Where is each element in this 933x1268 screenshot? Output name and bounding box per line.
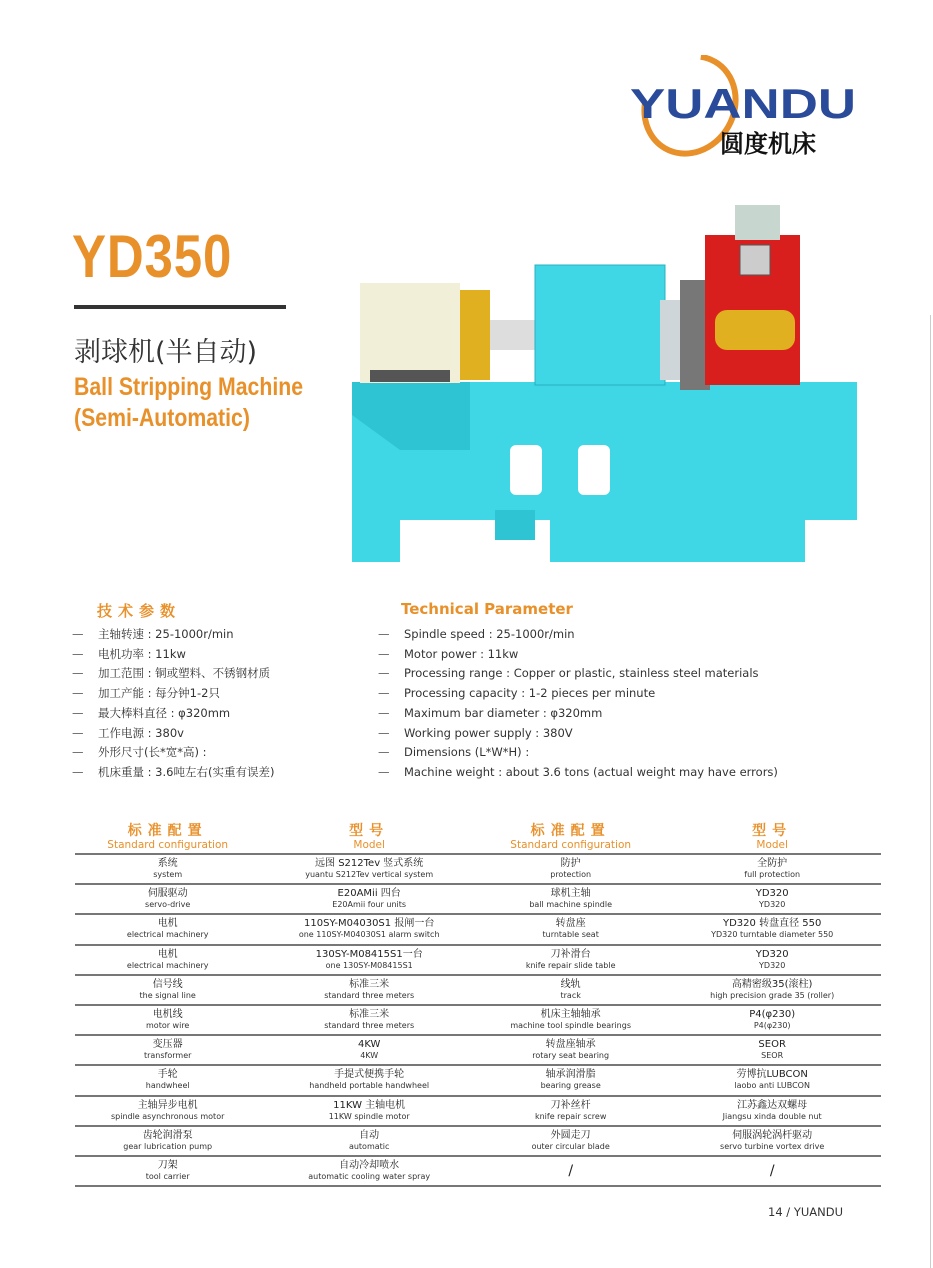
page-edge-line (930, 315, 931, 1268)
model-number: YD350 (72, 223, 233, 290)
table-cell (663, 1156, 881, 1186)
column-header-en: Model (353, 839, 385, 851)
cell-en: full protection (744, 870, 801, 880)
column-header-cn: 标准配置 (530, 823, 611, 839)
logo-cn-text: 圆度机床 (720, 130, 816, 158)
table-cell (260, 1035, 478, 1065)
cell-cn: 系统 (157, 858, 178, 870)
cell-cn: 远图 S212Tev 竖式系统 (315, 858, 424, 870)
table-cell (478, 1156, 663, 1186)
cell-en: transformer (143, 1051, 192, 1061)
table-cell (663, 1005, 881, 1035)
table-cell (75, 914, 260, 944)
column-header-cn: 标准配置 (127, 823, 208, 839)
cell-cn: 转盘座 (555, 918, 586, 930)
table-row (75, 914, 881, 944)
cell-en: yuantu S212Tev vertical system (305, 870, 434, 880)
cell-en: automatic (348, 1141, 390, 1151)
table-cell (260, 975, 478, 1005)
table-cell (478, 914, 663, 944)
table-cell (75, 884, 260, 914)
cell-cn: E20AMii 四台 (337, 888, 401, 900)
cell-cn: 线轨 (560, 978, 581, 990)
cell-en: spindle asynchronous motor (110, 1111, 225, 1121)
table-row (75, 1005, 881, 1035)
cell-en: 11KW spindle motor (328, 1111, 410, 1121)
param-item: — 加工范围 : 铜或塑料、不锈钢材质 (72, 664, 274, 684)
cell-cn: 伺服涡轮涡杆驱动 (732, 1129, 813, 1141)
table-cell (75, 1156, 260, 1186)
cell-en: outer circular blade (531, 1141, 610, 1151)
table-cell (75, 975, 260, 1005)
table-cell (75, 1005, 260, 1035)
column-header-en: Model (756, 839, 788, 851)
cell-en: one 130SY-M08415S1 (325, 960, 413, 970)
cell-en: standard three meters (324, 1021, 415, 1031)
cell-cn: 信号线 (152, 978, 183, 990)
table-cell (260, 914, 478, 944)
table-cell (75, 945, 260, 975)
product-name-en-line1: Ball Stripping Machine (74, 373, 304, 401)
table-cell (478, 975, 663, 1005)
cell-en: electrical machinery (126, 960, 209, 970)
column-header (478, 815, 663, 854)
table-cell (663, 1065, 881, 1095)
table-row (75, 1096, 881, 1126)
cell-en: bearing grease (540, 1081, 601, 1091)
cell-en: high precision grade 35 (roller) (710, 990, 835, 1000)
table-header-row (75, 815, 881, 854)
cell-en: one 110SY-M04030S1 alarm switch (298, 930, 440, 940)
cell-cn: 外圆走刀 (550, 1129, 591, 1141)
tech-params-list-en (378, 625, 778, 783)
tech-params-list-cn (72, 625, 274, 783)
cell-en: P4(φ230) (753, 1021, 791, 1031)
cell-en: servo-drive (145, 900, 191, 910)
table-row (75, 975, 881, 1005)
table-cell (478, 884, 663, 914)
param-item: — 加工产能 : 每分钟1-2只 (72, 684, 274, 704)
cell-cn: 电机 (157, 948, 178, 960)
product-name-en-line2: (Semi-Automatic) (74, 404, 250, 432)
cell-cn: 4KW (357, 1039, 381, 1051)
cell-cn: 自动 (359, 1129, 380, 1141)
table-cell (478, 1065, 663, 1095)
cell-en: ball machine spindle (529, 900, 612, 910)
table-cell (478, 1126, 663, 1156)
cell-en: knife repair slide table (525, 960, 616, 970)
cell-en: Jiangsu xinda double nut (722, 1111, 822, 1121)
table-cell (260, 1156, 478, 1186)
cell-cn: 手轮 (157, 1069, 178, 1081)
cell-cn: 标准三米 (349, 978, 390, 990)
cell-cn: SEOR (758, 1039, 786, 1051)
cell-cn: / (568, 1162, 574, 1179)
product-name-en (74, 372, 303, 434)
cell-cn: 防护 (560, 858, 581, 870)
cell-cn: 手提式便携手轮 (334, 1069, 405, 1081)
table-cell (663, 1096, 881, 1126)
param-item: — 工作电源 : 380v (72, 724, 274, 744)
table-row (75, 1156, 881, 1186)
logo-text: YUANDU (630, 80, 856, 127)
cell-cn: 标准三米 (349, 1009, 390, 1021)
column-header-cn: 型号 (752, 823, 793, 839)
table-cell (75, 1065, 260, 1095)
table-cell (260, 945, 478, 975)
table-row (75, 854, 881, 884)
param-item: — Motor power : 11kw (378, 645, 778, 665)
column-header-en: Standard configuration (510, 839, 632, 851)
cell-en: E20Amii four units (332, 900, 407, 910)
cell-cn: 机床主轴轴承 (540, 1009, 601, 1021)
table-cell (260, 1096, 478, 1126)
table-cell (663, 975, 881, 1005)
cell-cn: YD320 转盘直径 550 (723, 918, 822, 930)
cell-en: YD320 (759, 900, 786, 910)
table-row (75, 1126, 881, 1156)
cell-en: system (153, 870, 183, 880)
table-cell (663, 884, 881, 914)
param-item: — Processing range : Copper or plastic, stainless steel materials (378, 664, 778, 684)
column-header-en: Standard configuration (107, 839, 229, 851)
table-row (75, 1065, 881, 1095)
table-cell (75, 1096, 260, 1126)
table-cell (75, 1035, 260, 1065)
cell-cn: 高精密级35(滚柱) (731, 978, 813, 990)
table-cell (260, 884, 478, 914)
standard-configuration-table (75, 815, 881, 1187)
table-cell (478, 1005, 663, 1035)
table-cell (663, 1035, 881, 1065)
column-header (260, 815, 478, 854)
machine-illustration (340, 190, 870, 570)
cell-cn: 自动冷却喷水 (339, 1159, 400, 1171)
cell-en: motor wire (146, 1021, 190, 1031)
cell-cn: P4(φ230) (749, 1009, 796, 1021)
table-cell (478, 1096, 663, 1126)
column-header-cn: 型号 (349, 823, 390, 839)
cell-en: knife repair screw (534, 1111, 607, 1121)
cell-cn: YD320 (755, 948, 789, 960)
title-divider (74, 305, 286, 309)
param-item: — 机床重量 : 3.6吨左右(实重有误差) (72, 763, 274, 783)
cell-cn: 劳博抗LUBCON (736, 1069, 808, 1081)
cell-en: protection (550, 870, 592, 880)
cell-en: YD320 (759, 960, 786, 970)
param-item: — 外形尺寸(长*宽*高) : (72, 743, 274, 763)
product-name-cn: 剥球机(半自动) (74, 337, 258, 368)
cell-cn: 刀架 (157, 1159, 178, 1171)
table-cell (75, 854, 260, 884)
table-cell (478, 854, 663, 884)
cell-en: handwheel (145, 1081, 190, 1091)
cell-cn: 变压器 (152, 1039, 183, 1051)
cell-en: the signal line (139, 990, 196, 1000)
param-item: — Working power supply : 380V (378, 724, 778, 744)
param-item: — Dimensions (L*W*H) : (378, 743, 778, 763)
page-number: 14 / YUANDU (768, 1205, 844, 1219)
table-cell (260, 1126, 478, 1156)
tech-params-heading-cn: 技术参数 (97, 602, 182, 620)
table-row (75, 884, 881, 914)
cell-en: track (560, 990, 581, 1000)
cell-cn: 11KW 主轴电机 (333, 1099, 406, 1111)
cell-cn: 电机 (157, 918, 178, 930)
table-row (75, 945, 881, 975)
cell-cn: YD320 (755, 888, 789, 900)
cell-cn: 齿轮润滑泵 (142, 1129, 193, 1141)
table-cell (478, 1035, 663, 1065)
cell-cn: 江苏鑫达双螺母 (737, 1099, 808, 1111)
cell-en: laobo anti LUBCON (734, 1081, 810, 1091)
table-cell (663, 1126, 881, 1156)
cell-en: machine tool spindle bearings (510, 1021, 631, 1031)
cell-en: rotary seat bearing (532, 1051, 610, 1061)
cell-en: tool carrier (145, 1171, 190, 1181)
param-item: — Processing capacity : 1-2 pieces per minute (378, 684, 778, 704)
table-cell (663, 854, 881, 884)
table-cell (663, 945, 881, 975)
cell-cn: / (769, 1162, 775, 1179)
tech-params-heading-en: Technical Parameter (401, 600, 573, 618)
column-header (663, 815, 881, 854)
table-cell (260, 1005, 478, 1035)
param-item: — Maximum bar diameter : φ320mm (378, 704, 778, 724)
cell-en: automatic cooling water spray (308, 1171, 431, 1181)
cell-en: electrical machinery (126, 930, 209, 940)
table-cell (260, 1065, 478, 1095)
table-cell (663, 914, 881, 944)
cell-cn: 刀补丝杆 (550, 1099, 591, 1111)
yuandu-logo (628, 55, 868, 160)
cell-en: YD320 turntable diameter 550 (711, 930, 834, 940)
cell-cn: 全防护 (757, 858, 788, 870)
cell-cn: 刀补滑台 (550, 948, 591, 960)
cell-en: turntable seat (542, 930, 599, 940)
cell-en: servo turbine vortex drive (720, 1141, 825, 1151)
table-cell (75, 1126, 260, 1156)
table-cell (478, 945, 663, 975)
table-row (75, 1035, 881, 1065)
cell-en: SEOR (761, 1051, 784, 1061)
param-item: — Machine weight : about 3.6 tons (actual weight may have errors) (378, 763, 778, 783)
cell-cn: 球机主轴 (550, 888, 591, 900)
param-item: — 最大棒料直径 : φ320mm (72, 704, 274, 724)
cell-cn: 伺服驱动 (147, 888, 188, 900)
cell-cn: 主轴异步电机 (137, 1099, 198, 1111)
cell-en: 4KW (360, 1051, 379, 1061)
param-item: — Spindle speed : 25-1000r/min (378, 625, 778, 645)
cell-cn: 电机线 (152, 1009, 183, 1021)
cell-en: handheld portable handwheel (309, 1081, 430, 1091)
table-cell (260, 854, 478, 884)
cell-cn: 转盘座轴承 (545, 1039, 596, 1051)
param-item: — 电机功率 : 11kw (72, 645, 274, 665)
param-item: — 主轴转速 : 25-1000r/min (72, 625, 274, 645)
cell-en: gear lubrication pump (123, 1141, 213, 1151)
column-header (75, 815, 260, 854)
cell-cn: 130SY-M08415S1一台 (315, 948, 423, 960)
cell-cn: 110SY-M04030S1 报闸一台 (304, 918, 435, 930)
cell-en: standard three meters (324, 990, 415, 1000)
cell-cn: 轴承润滑脂 (545, 1069, 596, 1081)
